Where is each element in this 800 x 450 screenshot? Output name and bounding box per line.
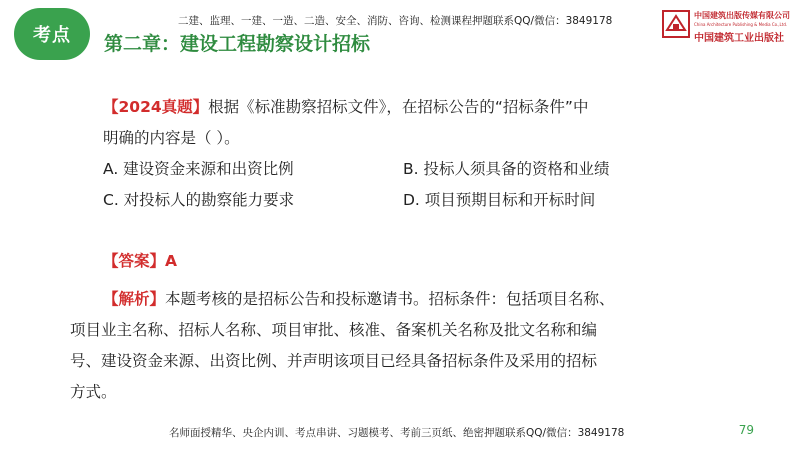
explanation-text-1: 本题考核的是招标公告和投标邀请书。招标条件：包括项目名称、	[165, 290, 615, 308]
question-stem-line-1	[103, 92, 723, 123]
explanation-line-2: 项目业主名称、招标人名称、项目审批、核准、备案机关名称及批文名称和编	[70, 321, 598, 339]
explanation-tag: 【解析】	[103, 290, 166, 308]
kaodian-badge	[14, 8, 90, 60]
publisher-name-cn: 中国建筑出版传媒有限公司	[694, 11, 790, 20]
chapter-title: 第二章：建设工程勘察设计招标	[104, 33, 371, 55]
question-stem-line-2: 明确的内容是（ ）。	[103, 129, 240, 147]
options-grid	[103, 154, 723, 216]
question-tag: 【2024真题】	[103, 98, 209, 116]
explanation-line-1	[70, 284, 750, 315]
explanation-line-4: 方式。	[70, 383, 117, 401]
publisher-name-en: China Architecture Publishing & Media Co.,Ltd.	[694, 22, 788, 27]
option-b: B. 投标人须具备的资格和业绩	[403, 160, 610, 178]
option-d: D. 项目预期目标和开标时间	[403, 191, 596, 209]
explanation-block	[70, 284, 750, 408]
question-stem-text-1: 根据《标准勘察招标文件》，在招标公告的“招标条件”中	[208, 98, 589, 116]
publisher-name-cn-alt: 中国建筑工业出版社	[694, 33, 784, 44]
page-number: 79	[738, 423, 754, 437]
footer-contact-text: 名师面授精华、央企内训、考点串讲、习题模考、考前三页纸、绝密押题联系QQ/微信：3849178	[169, 427, 625, 439]
answer-line	[103, 246, 723, 277]
header-contact-text: 二建、监理、一建、一造、二造、安全、消防、咨询、检测课程押题联系QQ/微信：3849178	[178, 15, 613, 27]
kaodian-badge-label: 考点	[33, 25, 71, 46]
publisher-logo-icon	[662, 10, 690, 38]
answer-value: A	[165, 252, 178, 270]
question-block	[103, 92, 723, 277]
option-a: A. 建设资金来源和出资比例	[103, 160, 294, 178]
answer-tag: 【答案】	[103, 252, 166, 270]
option-c: C. 对投标人的勘察能力要求	[103, 191, 295, 209]
publisher-block	[662, 10, 790, 44]
explanation-line-3: 号、建设资金来源、出资比例、并声明该项目已经具备招标条件及采用的招标	[70, 352, 598, 370]
